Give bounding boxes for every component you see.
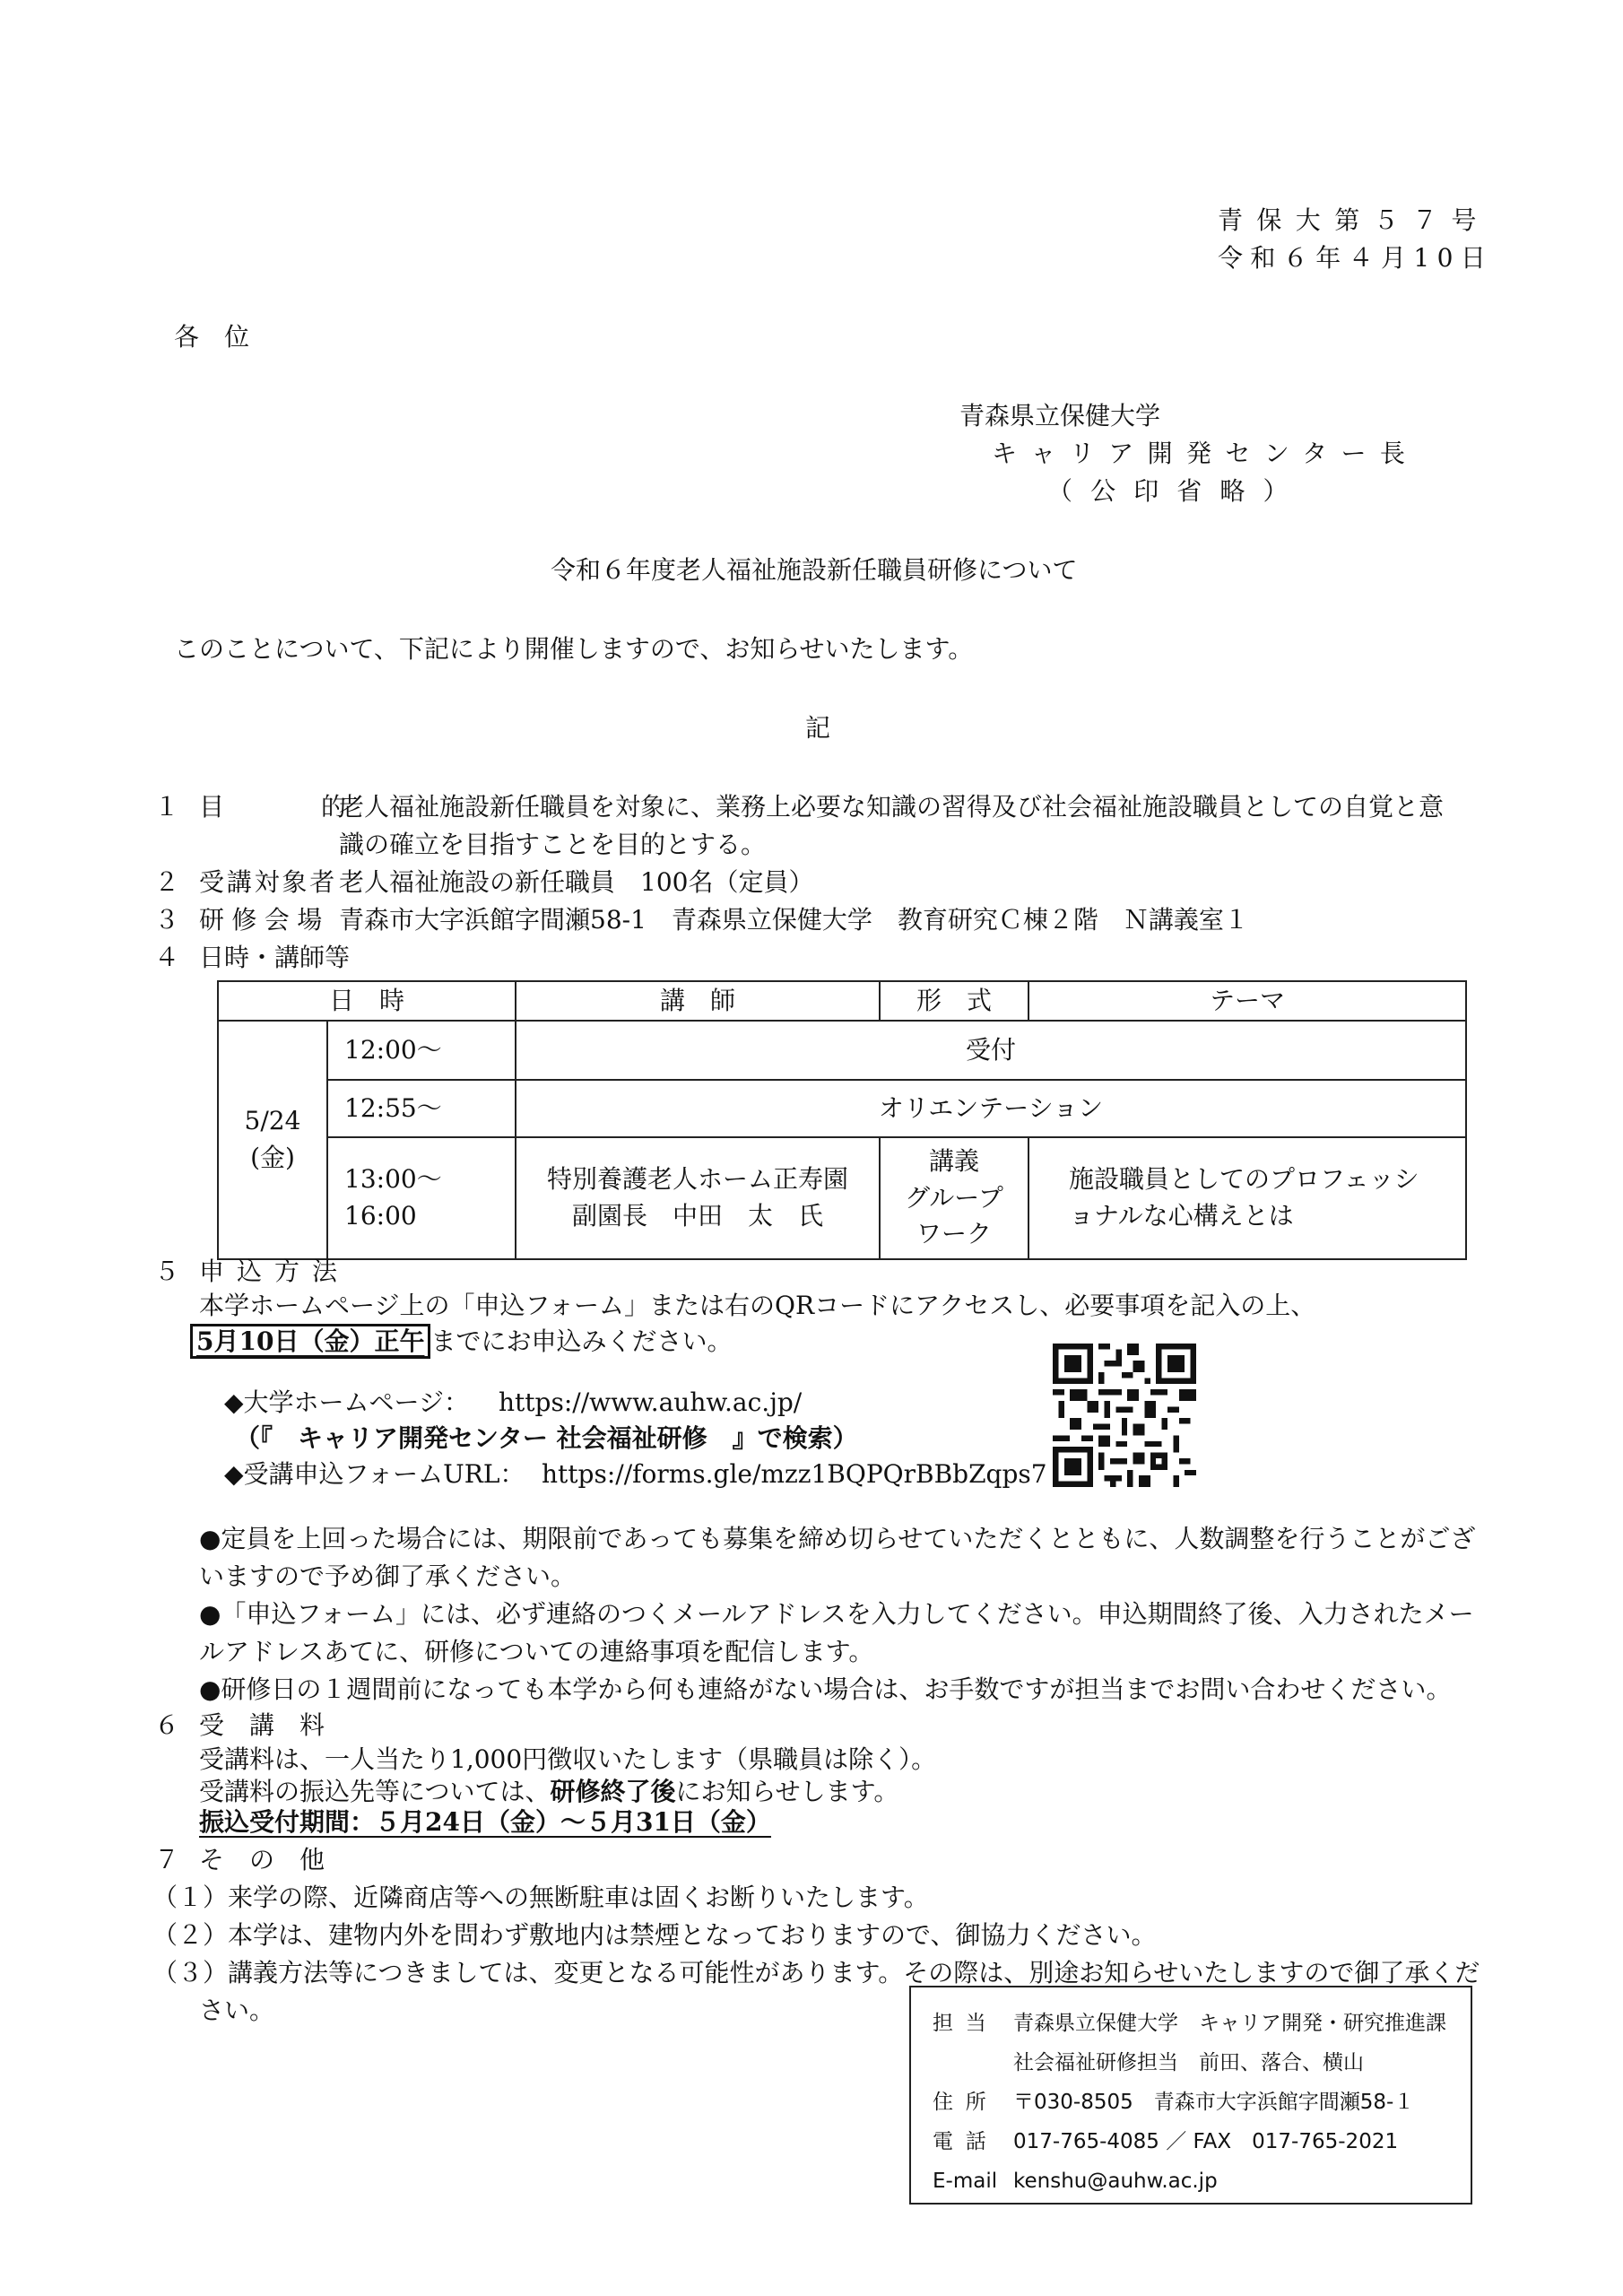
form-link[interactable]: https://forms.gle/mzz1BQPQrBBbZqps7 (542, 1459, 1047, 1489)
ki-heading: 記 (805, 713, 831, 743)
item-label: 受 講 料 (199, 1710, 325, 1740)
fee-timing: 研修終了後 (550, 1777, 676, 1806)
format-text: グループ (905, 1182, 1003, 1213)
table-header-row (218, 981, 1466, 1021)
item-label: 研修会場 (199, 905, 330, 935)
theme-cell (1028, 1137, 1466, 1259)
item-number: １ (154, 792, 180, 822)
item-label: 日時・講師等 (199, 943, 351, 972)
content-cell: 受付 (516, 1021, 1466, 1080)
item-number: ２ (154, 867, 180, 897)
sender-title: キャリア開発センター長 (992, 439, 1419, 468)
contact-label: 住所 (933, 2091, 999, 2114)
form-url-label: ◆受講申込フォームURL： (224, 1459, 525, 1489)
lecturer-cell (516, 1137, 880, 1259)
time-cell: 12:00〜 (327, 1021, 516, 1080)
document-number: 青保大第５７号 (1218, 205, 1490, 235)
header-theme: テーマ (1028, 981, 1466, 1021)
item-number: ６ (154, 1710, 180, 1740)
page-title: 令和６年度老人福祉施設新任職員研修について (551, 555, 1078, 585)
item-number: ４ (154, 943, 180, 972)
schedule-table (217, 980, 1467, 1260)
note-email: ●「申込フォーム」には、必ず連絡のつくメールアドレスを入力してください。申込期間終了後、入力されたメー (199, 1599, 1474, 1629)
date-value: 5/24 (244, 1106, 301, 1136)
note-email: ルアドレスあてに、研修についての連絡事項を配信します。 (199, 1637, 874, 1666)
purpose-text: 識の確立を目指すことを目的とする。 (339, 830, 767, 859)
item-label: そ の 他 (199, 1845, 325, 1874)
item-label: 受講対象者 (199, 867, 338, 897)
contact-email[interactable]: kenshu@auhw.ac.jp (1013, 2170, 1218, 2193)
item-number: ７ (154, 1845, 180, 1874)
date-cell (218, 1021, 327, 1259)
seal-note: （ 公 印 省 略 ） (1047, 476, 1294, 506)
header-lecturer: 講 師 (516, 981, 880, 1021)
contact-label: 担当 (933, 2012, 999, 2035)
item-number: ３ (154, 905, 180, 935)
table-row (218, 1021, 1466, 1080)
purpose-text: 老人福祉施設新任職員を対象に、業務上必要な知識の習得及び社会福祉施設職員としての自覚と意 (339, 792, 1445, 822)
homepage-link[interactable]: https://www.auhw.ac.jp/ (499, 1387, 803, 1417)
lecturer-name: 副園長 中田 太 氏 (572, 1201, 824, 1231)
venue-text: 青森市大字浜館字間瀬58-1 青森県立保健大学 教育研究Ｃ棟２階 Ｎ講義室１ (339, 905, 1249, 935)
table-row (218, 1137, 1466, 1259)
theme-text: 施設職員としてのプロフェッシ (1069, 1164, 1419, 1195)
item-label: 目 (199, 792, 225, 822)
fee-text: にお知らせします。 (675, 1777, 899, 1806)
format-text: ワーク (916, 1219, 993, 1249)
content-cell: オリエンテーション (516, 1080, 1466, 1137)
format-text: 講義 (929, 1146, 980, 1177)
application-deadline-line (190, 1324, 732, 1359)
time-cell: 13:00〜16:00 (327, 1137, 516, 1259)
item-label: 的 (321, 792, 347, 822)
item-number: ５ (154, 1257, 180, 1286)
theme-text: ョナルな心構えとは (1069, 1201, 1294, 1231)
fee-text: 受講料は、一人当たり1,000円徴収いたします（県職員は除く）。 (199, 1744, 937, 1774)
format-cell (880, 1137, 1028, 1259)
fee-text: 受講料の振込先等については、 (199, 1777, 551, 1806)
other-item: （１）来学の際、近隣商店等への無断駐車は固くお断りいたします。 (152, 1883, 929, 1912)
lecturer-org: 特別養護老人ホーム正寿園 (547, 1164, 849, 1195)
item-label: 申込方法 (199, 1257, 351, 1286)
note-capacity: いますので予め御了承ください。 (199, 1561, 577, 1591)
date-weekday: (金) (250, 1143, 295, 1172)
contact-address: 〒030-8505 青森市大字浜館字間瀬58-１ (1013, 2091, 1415, 2114)
header-format: 形 式 (880, 981, 1028, 1021)
fee-period: 振込受付期間：５月24日（金）〜５月31日（金） (199, 1807, 771, 1837)
sender-organization: 青森県立保健大学 (959, 401, 1161, 430)
contact-department: 青森県立保健大学 キャリア開発・研究推進課 (1013, 2012, 1446, 2035)
other-item: さい。 (199, 1996, 275, 2025)
search-hint: （『 キャリア開発センター 社会福祉研修 』で検索） (235, 1423, 858, 1453)
deadline-suffix: までにお申込みください。 (430, 1326, 733, 1356)
header-datetime: 日 時 (218, 981, 516, 1021)
intro-text: このことについて、下記により開催しますので、お知らせいたします。 (174, 634, 974, 664)
contact-staff: 社会福祉研修担当 前田、落合、横山 (1013, 2051, 1364, 2074)
addressee: 各 位 (174, 322, 250, 352)
document-date: 令和６年４月10日 (1218, 243, 1494, 273)
application-text: 本学ホームページ上の「申込フォーム」または右のQRコードにアクセスし、必要事項を記入の上、 (199, 1291, 1316, 1320)
time-cell: 12:55〜 (327, 1080, 516, 1137)
other-item: （２）本学は、建物内外を問わず敷地内は禁煙となっておりますので、御協力ください。 (152, 1920, 1157, 1950)
qr-code-icon[interactable] (1053, 1344, 1196, 1487)
note-contact: ●研修日の１週間前になっても本学から何も連絡がない場合は、お手数ですが担当までお問い合わせください。 (199, 1674, 1452, 1704)
target-text: 老人福祉施設の新任職員 100名（定員） (339, 867, 814, 897)
homepage-label: ◆大学ホームページ： (224, 1387, 469, 1417)
contact-label: 電話 (933, 2130, 999, 2153)
other-item: （３）講義方法等につきましては、変更となる可能性があります。その際は、別途お知らせいたしますので御了承くだ (152, 1958, 1480, 1987)
contact-box (909, 1986, 1472, 2205)
contact-phone: 017-765-4085 ／ FAX 017-765-2021 (1013, 2130, 1399, 2153)
note-capacity: ●定員を上回った場合には、期限前であっても募集を締め切らせていただくとともに、人数調整を行うことがござ (199, 1524, 1476, 1553)
contact-label: E-mail (933, 2170, 998, 2193)
application-deadline: 5月10日（金）正午 (190, 1324, 430, 1359)
table-row (218, 1080, 1466, 1137)
